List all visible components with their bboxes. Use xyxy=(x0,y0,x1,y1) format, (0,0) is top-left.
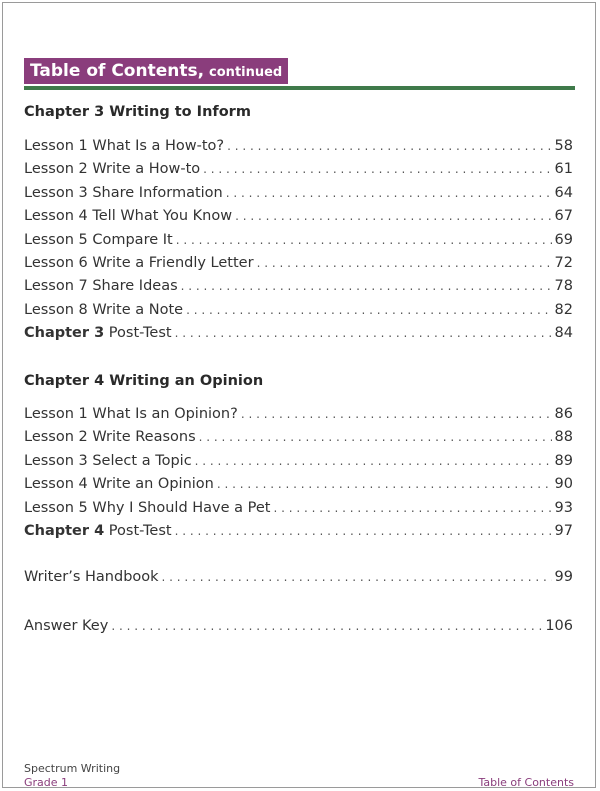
entry-page: 86 xyxy=(554,406,573,422)
entry-page: 82 xyxy=(554,301,573,318)
toc-entry[interactable] xyxy=(24,500,573,523)
entry-label: Answer Key xyxy=(24,618,109,634)
chapter-4-list xyxy=(24,406,573,546)
green-rule xyxy=(24,86,575,90)
footer-section: Table of Contents xyxy=(478,776,574,789)
entry-page: 58 xyxy=(554,138,573,154)
dot-leader xyxy=(181,279,552,293)
entry-label: Lesson 8 Write a Note xyxy=(24,301,184,318)
toc-entry[interactable] xyxy=(24,208,573,231)
entry-page: 61 xyxy=(554,161,573,178)
toc-entry-posttest[interactable] xyxy=(24,325,573,348)
toc-banner xyxy=(24,58,288,84)
entry-label: Lesson 1 What Is a How-to? xyxy=(24,138,225,154)
entry-label: Lesson 7 Share Ideas xyxy=(24,278,178,295)
dot-leader xyxy=(203,162,551,176)
footer-book-title: Spectrum Writing xyxy=(24,762,121,775)
entry-label: Lesson 4 Tell What You Know xyxy=(24,208,233,225)
toc-entry[interactable] xyxy=(24,185,573,208)
toc-entry[interactable] xyxy=(24,138,573,161)
dot-leader xyxy=(195,454,552,468)
chapter-3-list xyxy=(24,138,573,349)
entry-label: Lesson 4 Write an Opinion xyxy=(24,476,214,493)
dot-leader xyxy=(111,619,542,633)
dot-leader xyxy=(274,501,552,515)
dot-leader xyxy=(175,326,552,340)
entry-page: 97 xyxy=(554,522,573,539)
toc-entry[interactable] xyxy=(24,255,573,278)
entry-page: 64 xyxy=(554,184,573,201)
entry-page: 99 xyxy=(554,569,573,585)
dot-leader xyxy=(241,407,552,421)
posttest-label: Post-Test xyxy=(104,325,172,342)
entry-page: 67 xyxy=(554,208,573,225)
toc-entry-handbook[interactable] xyxy=(24,569,573,592)
banner-subtitle: continued xyxy=(209,65,283,80)
entry-label: Lesson 5 Why I Should Have a Pet xyxy=(24,499,271,516)
toc-entry[interactable] xyxy=(24,232,573,255)
toc-entry[interactable] xyxy=(24,453,573,476)
entry-page: 89 xyxy=(554,452,573,469)
answer-key-list xyxy=(24,618,573,641)
footer-grade: Grade 1 xyxy=(24,776,69,789)
toc-entry[interactable] xyxy=(24,278,573,301)
entry-page: 88 xyxy=(554,429,573,446)
dot-leader xyxy=(176,233,552,247)
posttest-chapter: Chapter 4 xyxy=(24,522,105,539)
posttest-chapter: Chapter 3 xyxy=(24,325,105,342)
footer-left xyxy=(24,762,120,790)
toc-entry[interactable] xyxy=(24,161,573,184)
dot-leader xyxy=(175,524,552,538)
chapter-4-heading: Chapter 4 Writing an Opinion xyxy=(24,373,264,389)
dot-leader xyxy=(235,209,551,223)
entry-label: Lesson 5 Compare It xyxy=(24,231,173,248)
toc-entry[interactable] xyxy=(24,429,573,452)
posttest-label: Post-Test xyxy=(104,522,172,539)
entry-label xyxy=(24,325,172,341)
entry-label: Writer’s Handbook xyxy=(24,569,159,585)
chapter-3-heading: Chapter 3 Writing to Inform xyxy=(24,104,251,120)
entry-label: Lesson 2 Write a How-to xyxy=(24,161,201,178)
banner-title: Table of Contents, xyxy=(30,61,205,81)
entry-page: 84 xyxy=(554,325,573,342)
dot-leader xyxy=(217,477,552,491)
dot-leader xyxy=(227,139,551,153)
dot-leader xyxy=(226,186,552,200)
entry-page: 72 xyxy=(554,254,573,271)
dot-leader xyxy=(199,430,552,444)
entry-page: 106 xyxy=(545,618,573,634)
entry-label: Lesson 2 Write Reasons xyxy=(24,429,196,446)
entry-page: 78 xyxy=(554,278,573,295)
toc-entry[interactable] xyxy=(24,302,573,325)
entry-label: Lesson 3 Select a Topic xyxy=(24,452,192,469)
toc-entry-posttest[interactable] xyxy=(24,523,573,546)
entry-page: 93 xyxy=(554,499,573,516)
entry-label: Lesson 3 Share Information xyxy=(24,184,223,201)
dot-leader xyxy=(162,570,552,584)
toc-entry[interactable] xyxy=(24,406,573,429)
entry-page: 90 xyxy=(554,476,573,493)
dot-leader xyxy=(257,256,552,270)
entry-label xyxy=(24,523,172,539)
entry-page: 69 xyxy=(554,231,573,248)
toc-entry-answer-key[interactable] xyxy=(24,618,573,641)
handbook-list xyxy=(24,569,573,592)
entry-label: Lesson 1 What Is an Opinion? xyxy=(24,406,238,422)
toc-entry[interactable] xyxy=(24,476,573,499)
dot-leader xyxy=(186,303,551,317)
entry-label: Lesson 6 Write a Friendly Letter xyxy=(24,254,254,271)
